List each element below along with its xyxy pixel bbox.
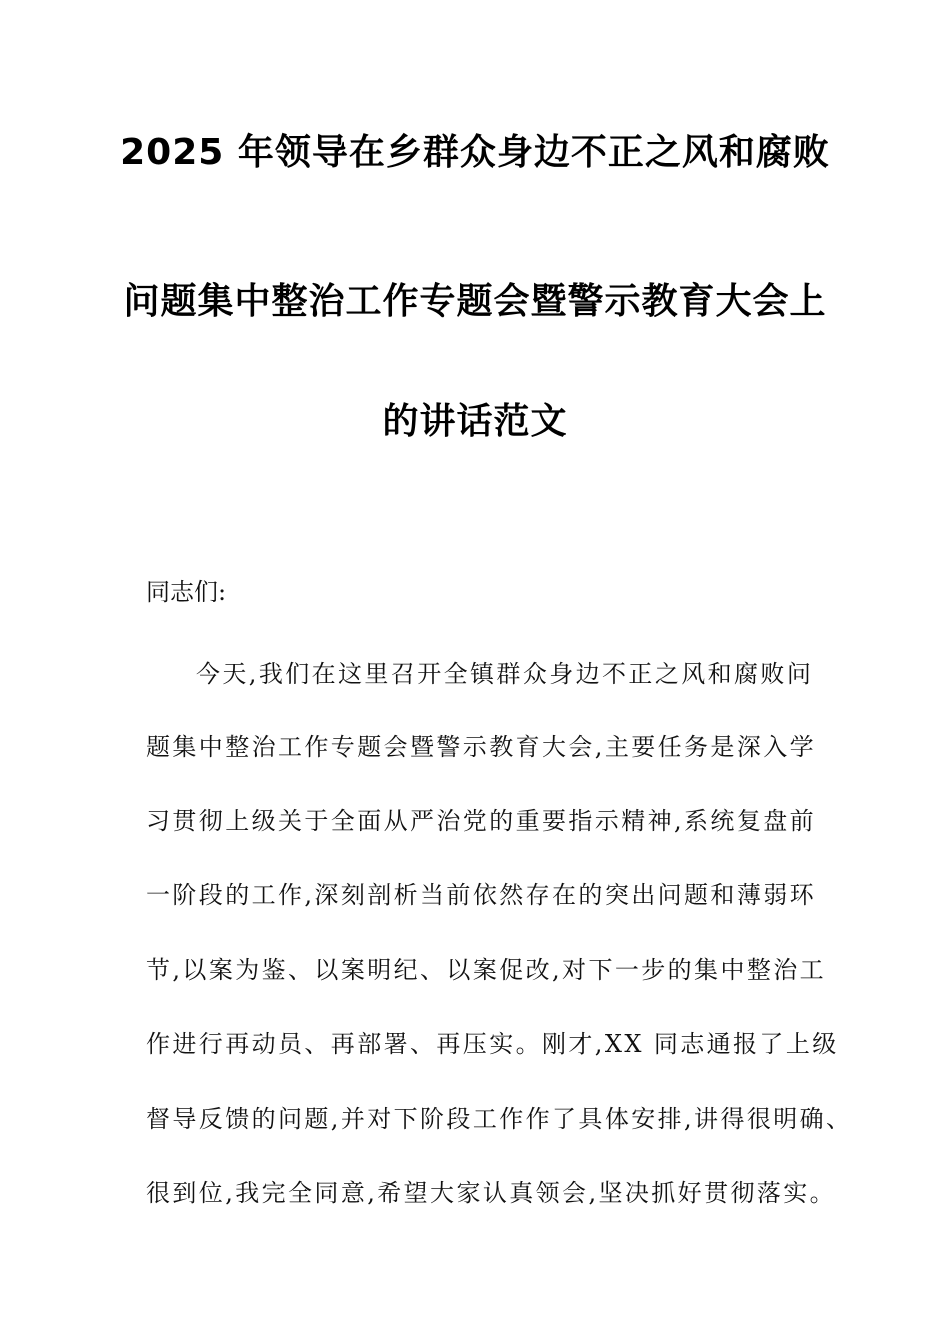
paragraph-line-4: 一阶段的工作,深刻剖析当前依然存在的突出问题和薄弱环 (146, 881, 817, 909)
paragraph-line-7: 督导反馈的问题,并对下阶段工作作了具体安排,讲得很明确、 (146, 1105, 853, 1133)
salutation: 同志们: (146, 578, 227, 606)
paragraph-line-2: 题集中整治工作专题会暨警示教育大会,主要任务是深入学 (146, 733, 817, 761)
paragraph-line-1: 今天,我们在这里召开全镇群众身边不正之风和腐败问 (196, 660, 814, 688)
title-line-1: 2025 年领导在乡群众身边不正之风和腐败 (120, 132, 830, 173)
paragraph-line-5: 节,以案为鉴、以案明纪、以案促改,对下一步的集中整治工 (146, 956, 827, 984)
title-line-3: 的讲话范文 (382, 401, 568, 442)
paragraph-line-3: 习贯彻上级关于全面从严治党的重要指示精神,系统复盘前 (146, 807, 817, 835)
paragraph-line-8: 很到位,我完全同意,希望大家认真领会,坚决抓好贯彻落实。 (146, 1179, 837, 1207)
paragraph-line-6: 作进行再动员、再部署、再压实。刚才,XX 同志通报了上级 (146, 1030, 839, 1058)
title-line-2: 问题集中整治工作专题会暨警示教育大会上 (123, 281, 827, 322)
